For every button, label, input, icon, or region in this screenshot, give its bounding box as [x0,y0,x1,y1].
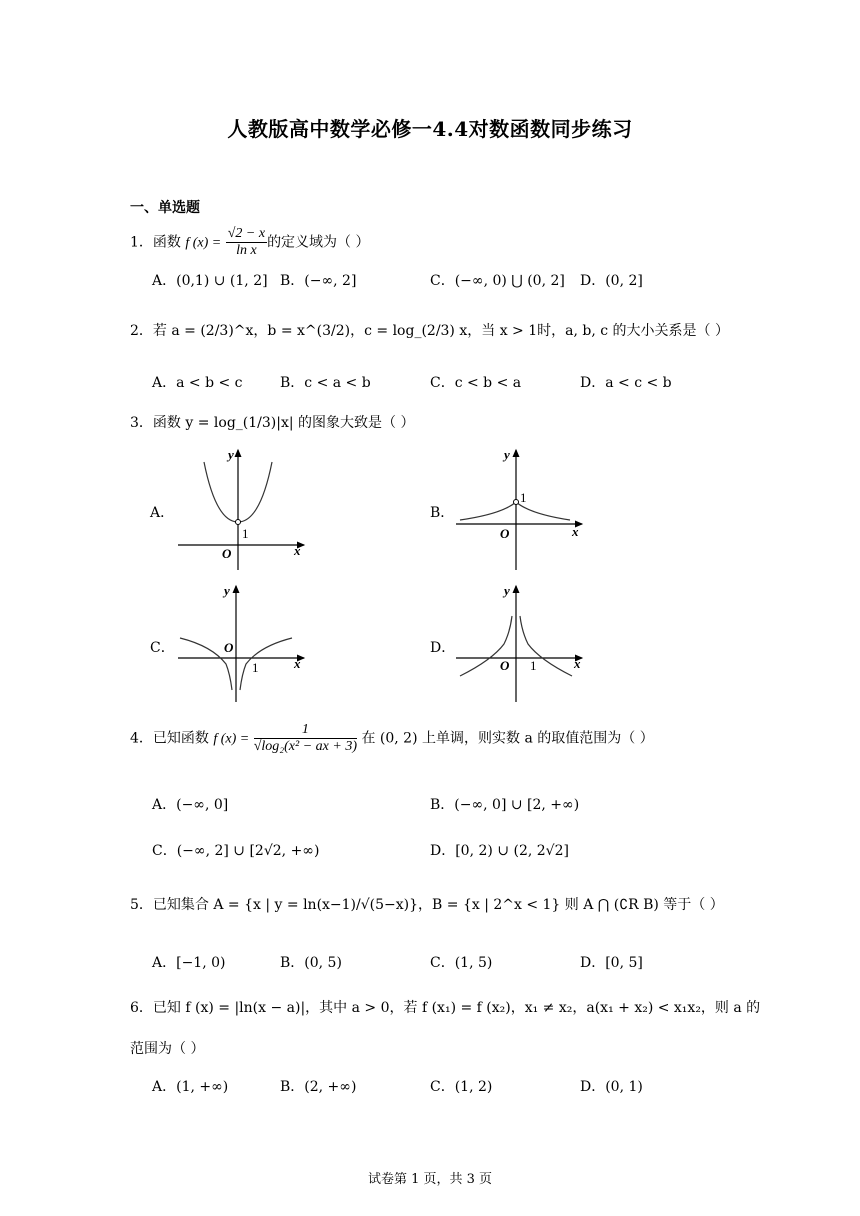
option-d: D． [430,640,456,656]
option-a: A．[−1, 0) [152,955,226,971]
y-label: y [228,447,234,462]
function-expr: f (x) = [213,731,250,747]
option-c: C．c < b < a [430,375,522,391]
option-b: B． [430,505,455,521]
graph-a [172,444,312,574]
x-label: x [294,543,301,558]
one-label: 1 [242,526,249,541]
question-3 [130,412,414,432]
one-label: 1 [252,660,259,675]
question-number: 3． [130,415,153,431]
option-d: D．(0, 1) [580,1079,643,1095]
question-text: 函数 [152,234,181,251]
x-label: x [574,656,581,671]
graph-c [172,580,312,705]
option-d: D．a < c < b [580,375,672,391]
question-4 [130,722,654,755]
x-label: x [294,656,301,671]
question-text: 已知集合 A = {x | y = ln(x−1)/√(5−x)}，B = {x | 2^x < 1} 则 A ⋂ (∁R B) 等于（ ） [152,897,724,913]
one-label: 1 [520,490,527,505]
option-a: A． [150,505,175,521]
question-text: 的定义域为（ ） [267,234,370,251]
origin-label: O [500,658,510,673]
question-6 [130,997,760,1017]
question-number: 4． [130,730,153,747]
section-heading: 一、单选题 [130,200,200,216]
option-d: D．[0, 2) ∪ (2, 2√2] [430,843,569,859]
question-text: 已知函数 [152,730,209,747]
option-c: C．(−∞, 2] ∪ [2√2, +∞) [152,843,320,859]
question-text: 函数 y = log_(1/3)|x| 的图象大致是（ ） [152,415,415,431]
fraction [226,226,267,259]
option-a: A．(−∞, 0] [152,797,229,813]
open-point [514,500,519,505]
fraction [254,722,357,755]
function-expr: f (x) = [185,235,222,251]
option-a: A．(1, +∞) [152,1079,229,1095]
option-b: B．c < a < b [280,375,371,391]
question-number: 6． [130,1000,153,1016]
question-1 [130,226,370,259]
option-a: A．(0,1) ∪ (1, 2] [152,273,268,289]
option-a: A．a < b < c [152,375,243,391]
graph-d [452,580,592,705]
question-text: 在 (0, 2) 上单调，则实数 a 的取值范围为（ ） [361,730,654,747]
option-c: C．(1, 2) [430,1079,493,1095]
question-number: 2． [130,323,153,339]
option-c: C． [150,640,175,656]
curve-right [520,616,572,676]
curve-right [240,638,292,690]
question-2 [130,320,729,340]
question-number: 5． [130,897,153,913]
one-label: 1 [530,658,537,673]
y-label: y [504,583,510,598]
x-label: x [572,524,579,539]
option-d: D．(0, 2] [580,273,643,289]
origin-label: O [224,640,234,655]
numerator: √2 − x [227,226,266,241]
graph-b [452,444,592,574]
page-title: 人教版高中数学必修一4.4对数函数同步练习 [227,117,633,141]
option-c: C．(−∞, 0) ⋃ (0, 2] [430,273,565,289]
question-5 [130,894,724,914]
y-label: y [504,447,510,462]
origin-label: O [500,526,510,541]
option-c: C．(1, 5) [430,955,493,971]
origin-label: O [222,546,232,561]
numerator: 1 [254,722,357,739]
question-6-continued: 范围为（ ） [130,1041,205,1057]
option-d: D．[0, 5] [580,955,643,971]
option-b: B．(−∞, 2] [280,273,357,289]
option-b: B．(0, 5) [280,955,342,971]
page-footer: 试卷第 1 页，共 3 页 [367,1172,493,1187]
question-number: 1． [130,234,153,251]
open-point [236,520,241,525]
denominator: √log₂(x² − ax + 3) [253,739,357,754]
question-text: 若 a = (2/3)^x，b = x^(3/2)，c = log_(2/3) x，当 x > 1时，a, b, c 的大小关系是（ ） [152,323,729,339]
option-b: B．(2, +∞) [280,1079,357,1095]
question-text: 已知 f (x) = |ln(x − a)|，其中 a > 0，若 f (x₁) = f (x₂)，x₁ ≠ x₂，a(x₁ + x₂) < x₁x₂，则 a 的 [152,1000,761,1016]
option-b: B．(−∞, 0] ∪ [2, +∞) [430,797,580,813]
denominator: ln x [236,243,257,258]
y-label: y [224,583,230,598]
